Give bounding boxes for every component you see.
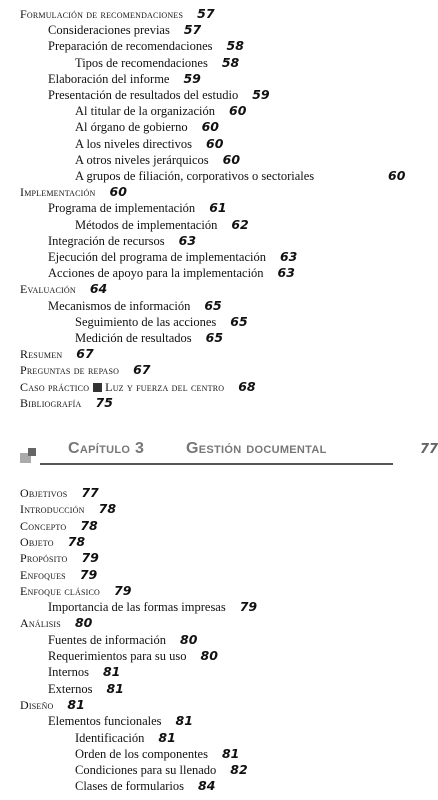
toc-entry-title: Concepto	[20, 518, 67, 533]
toc-entry-medicion-de-resultados[interactable]	[0, 330, 223, 346]
toc-entry-page-number: 59	[252, 87, 270, 102]
toc-entry-page-number: 61	[209, 200, 227, 216]
toc-entry-title: Programa de implementación	[48, 201, 196, 216]
toc-entry-requerimientos-para-su-uso[interactable]	[0, 648, 218, 664]
toc-entry-a-los-niveles-directivos[interactable]	[0, 136, 223, 152]
toc-entry-evaluacion[interactable]	[0, 281, 107, 297]
toc-entry-preparacion-de-recomendaciones[interactable]	[0, 38, 244, 54]
toc-entry-elaboracion-del-informe[interactable]	[0, 71, 201, 87]
toc-entry-presentacion-de-resultados-del-estudio[interactable]	[0, 87, 270, 103]
toc-entry-page-number: 81	[175, 713, 193, 729]
toc-entry-concepto[interactable]	[0, 518, 98, 534]
toc-entry-page-number: 60	[109, 184, 127, 200]
toc-entry-integracion-de-recursos[interactable]	[0, 233, 196, 249]
toc-entry-title: Acciones de apoyo para la implementación	[48, 266, 264, 281]
toc-entry-title: A otros niveles jerárquicos	[75, 152, 209, 167]
toc-entry-page-number: 57	[183, 22, 202, 38]
toc-entry-page-number: 59	[183, 70, 201, 86]
toc-entry-title: Presentación de resultados del estudio	[48, 88, 239, 102]
square-bullet-icon	[93, 383, 102, 392]
toc-entry-importancia-de-las-formas-impresas[interactable]	[0, 599, 257, 615]
toc-entry-title: Evaluación	[20, 282, 76, 297]
toc-entry-diseno[interactable]	[0, 697, 85, 713]
toc-entry-page-number: 79	[114, 582, 132, 598]
toc-entry-elementos-funcionales[interactable]	[0, 713, 193, 729]
toc-entry-clases-de-formularios[interactable]	[0, 778, 215, 794]
toc-entry-title: Resumen	[20, 347, 63, 362]
toc-entry-a-grupos-de-filiacion-corporativos-o-sectoriales[interactable]	[0, 168, 406, 184]
toc-entry-title: Medición de resultados	[75, 331, 192, 345]
toc-entry-title: Formulación de recomendaciones	[20, 7, 184, 21]
toc-entry-page-number: 79	[81, 550, 99, 566]
toc-entry-title: Importancia de las formas impresas	[48, 600, 226, 615]
toc-entry-internos[interactable]	[0, 664, 120, 680]
toc-entry-title: Consideraciones previas	[48, 23, 170, 38]
chapter-marker-square-small	[28, 448, 36, 456]
chapter-title: Gestión documental	[186, 440, 327, 457]
toc-entry-orden-de-los-componentes[interactable]	[0, 746, 239, 762]
toc-entry-page-number: 84	[198, 778, 216, 794]
toc-entry-title: Objetivos	[20, 486, 68, 500]
toc-entry-page-number: 58	[221, 54, 240, 70]
toc-entry-introduccion[interactable]	[0, 501, 116, 517]
chapter-page-number: 77	[420, 442, 438, 457]
toc-entry-page-number: 75	[95, 394, 113, 410]
toc-entry-subtitle: Luz y fuerza del centro	[105, 379, 225, 394]
toc-entry-mecanismos-de-informacion[interactable]	[0, 298, 222, 314]
toc-entry-al-titular-de-la-organizacion[interactable]	[0, 103, 246, 119]
toc-entry-page-number: 77	[81, 485, 99, 500]
toc-entry-page-number: 63	[277, 265, 295, 281]
toc-entry-proposito[interactable]	[0, 550, 99, 566]
toc-entry-implementacion[interactable]	[0, 184, 127, 200]
toc-entry-page-number: 62	[231, 216, 249, 232]
toc-entry-objetivos[interactable]	[0, 485, 99, 501]
toc-entry-page-number: 67	[76, 346, 94, 362]
toc-entry-enfoques[interactable]	[0, 567, 97, 583]
toc-entry-title: Enfoques	[20, 567, 66, 582]
toc-entry-title: Preparación de recomendaciones	[48, 39, 213, 54]
toc-entry-condiciones-para-su-llenado[interactable]	[0, 762, 248, 778]
toc-entry-page-number: 65	[230, 313, 248, 329]
toc-entry-page-number: 65	[204, 297, 222, 313]
toc-entry-title: Tipos de recomendaciones	[75, 55, 208, 70]
toc-entry-page-number: 81	[221, 745, 240, 761]
toc-entry-tipos-de-recomendaciones[interactable]	[0, 55, 239, 71]
chapter-rule	[40, 463, 393, 465]
toc-entry-page-number: 81	[67, 696, 85, 712]
toc-entry-page-number: 81	[106, 680, 124, 696]
toc-entry-page-number: 80	[200, 648, 218, 663]
toc-entry-title: Internos	[48, 665, 89, 680]
toc-entry-title: A los niveles directivos	[75, 136, 192, 151]
toc-entry-title: Requerimientos para su uso	[48, 649, 187, 663]
toc-entry-formulacion-de-recomendaciones[interactable]	[0, 6, 215, 22]
toc-entry-title: Caso práctico	[20, 379, 90, 394]
toc-entry-title: Introducción	[20, 502, 85, 517]
toc-entry-title: Elaboración del informe	[48, 71, 170, 86]
toc-entry-page-number: 60	[201, 119, 219, 135]
toc-entry-title: Elementos funcionales	[48, 714, 162, 729]
toc-entry-resumen[interactable]	[0, 346, 94, 362]
toc-entry-title: Al titular de la organización	[75, 104, 215, 119]
toc-entry-page-number: 63	[279, 249, 298, 264]
toc-entry-title: Mecanismos de información	[48, 298, 191, 313]
toc-entry-title: Clases de formularios	[75, 779, 185, 794]
toc-entry-title: Propósito	[20, 551, 68, 566]
toc-entry-title: A grupos de filiación, corporativos o sectoriales	[75, 169, 315, 183]
toc-entry-page-number: 68	[238, 378, 256, 394]
toc-entry-consideraciones-previas[interactable]	[0, 22, 201, 38]
toc-entry-title: Fuentes de información	[48, 632, 167, 647]
toc-entry-page-number: 60	[222, 151, 241, 167]
toc-entry-page-number: 81	[102, 664, 121, 680]
toc-entry-page-number: 82	[230, 762, 248, 778]
toc-entry-page-number: 79	[79, 566, 98, 582]
toc-entry-title: Al órgano de gobierno	[75, 120, 188, 135]
toc-entry-page-number: 64	[89, 281, 108, 297]
toc-entry-externos[interactable]	[0, 681, 124, 697]
toc-entry-fuentes-de-informacion[interactable]	[0, 632, 197, 648]
toc-entry-page-number: 80	[180, 631, 198, 647]
toc-entry-title: Objeto	[20, 534, 54, 549]
toc-entry-bibliografia[interactable]	[0, 395, 113, 411]
toc-entry-seguimiento-de-las-acciones[interactable]	[0, 314, 248, 330]
toc-entry-page-number: 63	[178, 232, 197, 248]
toc-entry-page-number: 79	[239, 599, 258, 615]
toc-entry-page-number: 65	[205, 330, 224, 345]
toc-entry-title: Ejecución del programa de implementación	[48, 250, 266, 264]
toc-entry-title: Enfoque clásico	[20, 583, 101, 598]
toc-entry-page-number: 58	[226, 38, 244, 54]
chapter-header	[20, 440, 438, 466]
toc-entry-identificacion[interactable]	[0, 730, 176, 746]
toc-entry-page-number: 67	[133, 362, 151, 378]
toc-entry-title: Diseño	[20, 697, 54, 712]
toc-entry-title: Externos	[48, 681, 93, 696]
toc-entry-title: Implementación	[20, 185, 96, 200]
toc-entry-al-organo-de-gobierno[interactable]	[0, 119, 219, 135]
toc-entry-a-otros-niveles-jerarquicos[interactable]	[0, 152, 240, 168]
toc-entry-title: Orden de los componentes	[75, 746, 208, 761]
toc-entry-page-number: 80	[74, 615, 93, 631]
toc-entry-title: Integración de recursos	[48, 233, 165, 248]
toc-entry-title: Seguimiento de las acciones	[75, 314, 217, 329]
toc-entry-page-number: 60	[206, 135, 224, 151]
toc-entry-title: Preguntas de repaso	[20, 363, 120, 378]
toc-entry-page-number: 60	[229, 103, 247, 119]
toc-entry-title: Análisis	[20, 616, 61, 631]
toc-entry-enfoque-clasico[interactable]	[0, 583, 131, 599]
toc-entry-page-number: 60	[388, 168, 406, 183]
toc-entry-page-number: 78	[67, 533, 86, 549]
toc-entry-page-number: 78	[80, 517, 98, 533]
toc-entry-acciones-de-apoyo-para-la-implementacion[interactable]	[0, 265, 295, 281]
toc-entry-programa-de-implementacion[interactable]	[0, 200, 227, 216]
toc-entry-title: Bibliografía	[20, 395, 82, 410]
toc-entry-caso-practico[interactable]	[0, 379, 256, 395]
toc-entry-title: Condiciones para su llenado	[75, 763, 217, 778]
chapter-label: Capítulo 3	[68, 440, 145, 457]
toc-entry-page-number: 57	[197, 6, 215, 21]
toc-entry-title: Métodos de implementación	[75, 217, 218, 232]
toc-entry-analisis[interactable]	[0, 615, 92, 631]
toc-entry-page-number: 78	[98, 501, 117, 517]
toc-entry-page-number: 81	[158, 729, 176, 745]
toc-entry-objeto[interactable]	[0, 534, 85, 550]
toc-entry-preguntas-de-repaso[interactable]	[0, 362, 151, 378]
toc-entry-metodos-de-implementacion[interactable]	[0, 217, 249, 233]
toc-entry-ejecucion-del-programa-de-implementacion[interactable]	[0, 249, 297, 265]
toc-entry-title: Identificación	[75, 730, 145, 745]
